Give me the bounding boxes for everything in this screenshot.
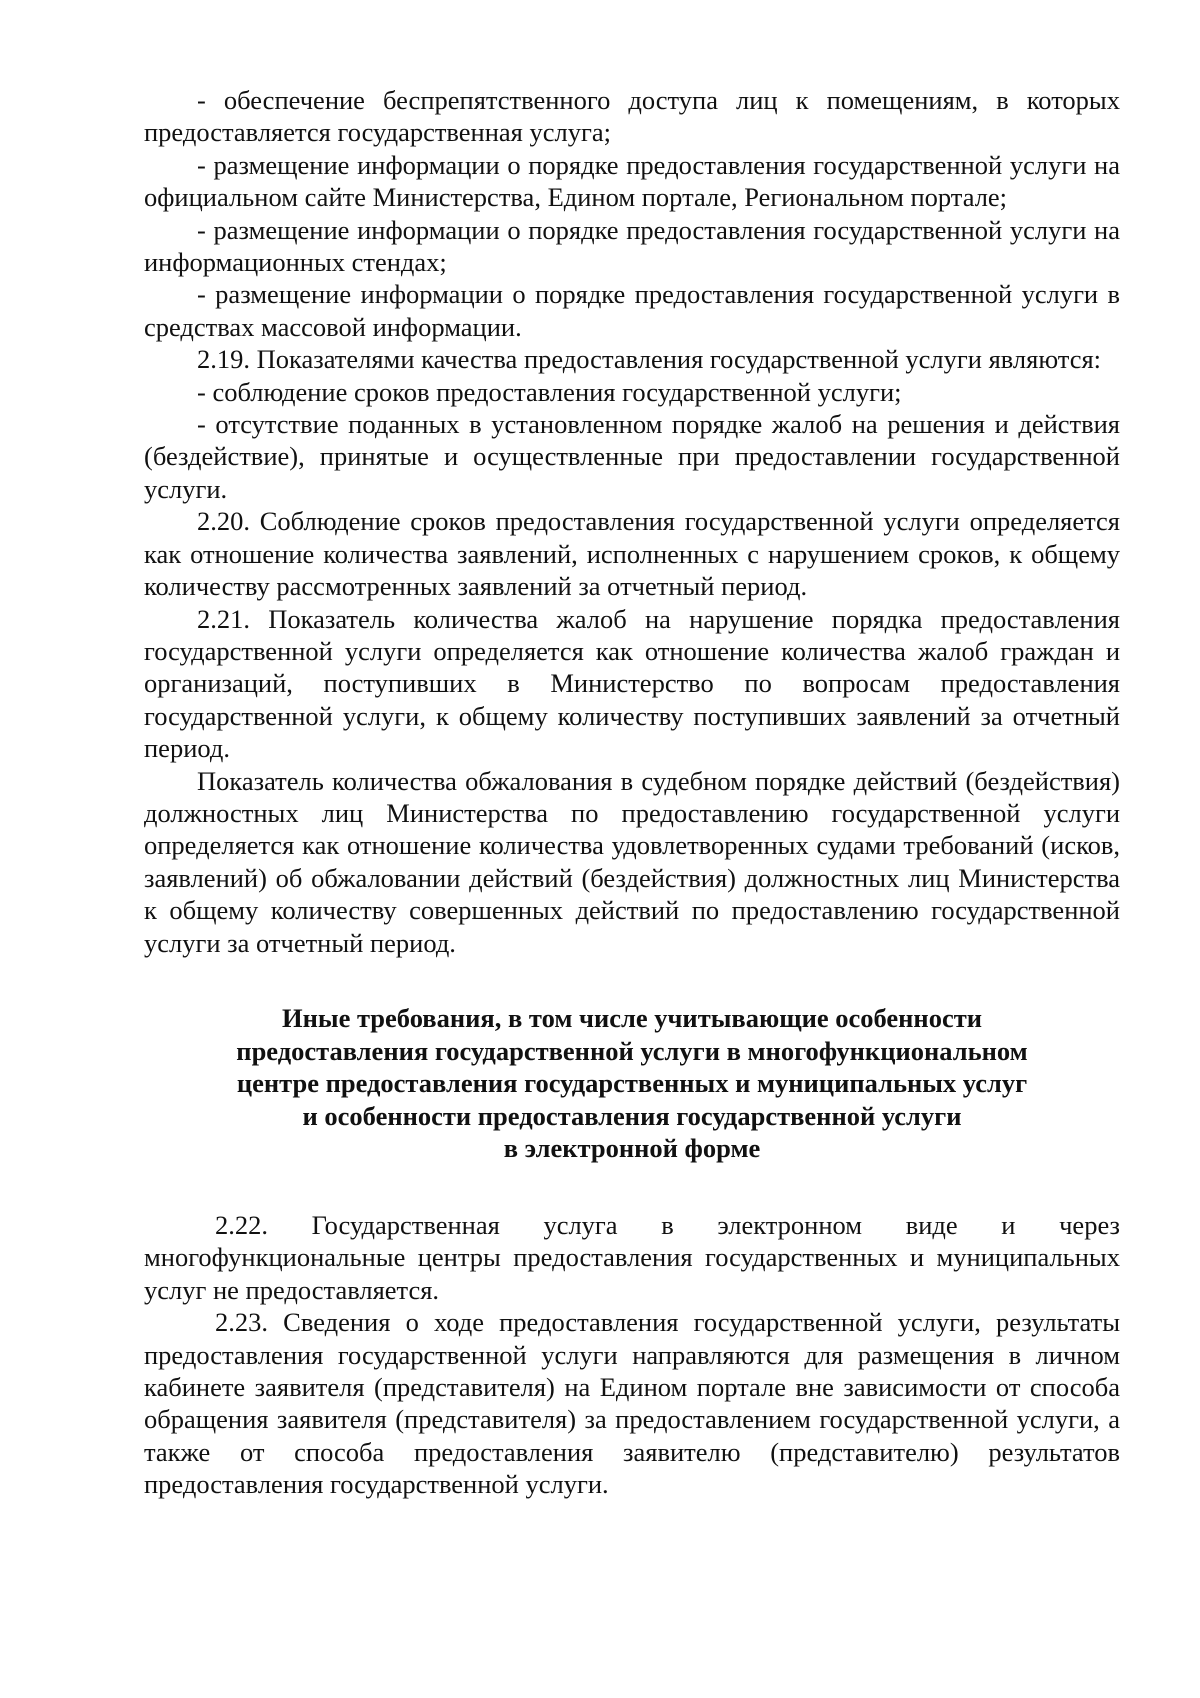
paragraph-court-appeals: Показатель количества обжалования в судебном порядке действий (бездействия) должностных лиц Министерства по предоставлению государственной услуги определяется как отношение количества удовлетворенных судами требований (исков, заявлений) об обжаловании действий (бездействия) должностных лиц Министерства к общему количеству совершенных действий по предоставлению государственной услуги за отчетный период. (144, 765, 1120, 958)
section-heading-line: и особенности предоставления государственной услуги (302, 1100, 962, 1131)
paragraph-info-stands: - размещение информации о порядке предоставления государственной услуги на информационных стендах; (144, 214, 1120, 278)
document-page (144, 84, 1120, 1501)
section-heading-line: центре предоставления государственных и муниципальных услуг (236, 1068, 1028, 1099)
paragraph-2-19: 2.19. Показателями качества предоставления государственной услуги являются: (197, 344, 1102, 375)
paragraph-info-media: - размещение информации о порядке предоставления государственной услуги в средствах массовой информации. (144, 279, 1120, 342)
section-heading-line: в электронной форме (503, 1133, 761, 1164)
paragraph-accessibility-premises: - обеспечение беспрепятственного доступа лиц к помещениям, в которых предоставляется государственная услуга; (144, 85, 1120, 148)
section-heading-line: Иные требования, в том числе учитывающие особенности (282, 1002, 982, 1033)
body-section-bottom (144, 1209, 1120, 1501)
paragraph-2-20: 2.20. Соблюдение сроков предоставления государственной услуги определяется как отношение количества заявлений, исполненных с нарушением сроков, к общему количеству рассмотренных заявлений за отчетный период. (144, 506, 1120, 602)
body-section-top (144, 84, 1120, 959)
paragraph-info-websites: - размещение информации о порядке предоставления государственной услуги на официальном сайте Министерства, Едином портале, Региональном портале; (144, 149, 1120, 213)
paragraph-no-complaints: - отсутствие поданных в установленном порядке жалоб на решения и действия (бездействие), принятые и осуществленные при предоставлении государственной услуги. (144, 409, 1120, 504)
section-heading (144, 1002, 1120, 1165)
paragraph-deadlines: - соблюдение сроков предоставления государственной услуги; (197, 376, 902, 407)
paragraph-2-23: 2.23. Сведения о ходе предоставления государственной услуги, результаты предоставления государственной услуги направляются для размещения в личном кабинете заявителя (представителя) на Едином портале вне зависимости от способа обращения заявителя (представителя) за предоставлением государственной услуги, а также от способа предоставления заявителю (представителю) результатов предоставления государственной услуги. (144, 1307, 1120, 1500)
paragraph-2-22: 2.22. Государственная услуга в электронном виде и через многофункциональные центры предоставления государственных и муниципальных услуг не предоставляется. (144, 1209, 1120, 1305)
paragraph-2-21: 2.21. Показатель количества жалоб на нарушение порядка предоставления государственной услуги определяется как отношение количества жалоб граждан и организаций, поступивших в Министерство по вопросам предоставления государственной услуги, к общему количеству поступивших заявлений за отчетный период. (144, 603, 1120, 764)
section-heading-line: предоставления государственной услуги в многофункциональном (236, 1035, 1028, 1066)
